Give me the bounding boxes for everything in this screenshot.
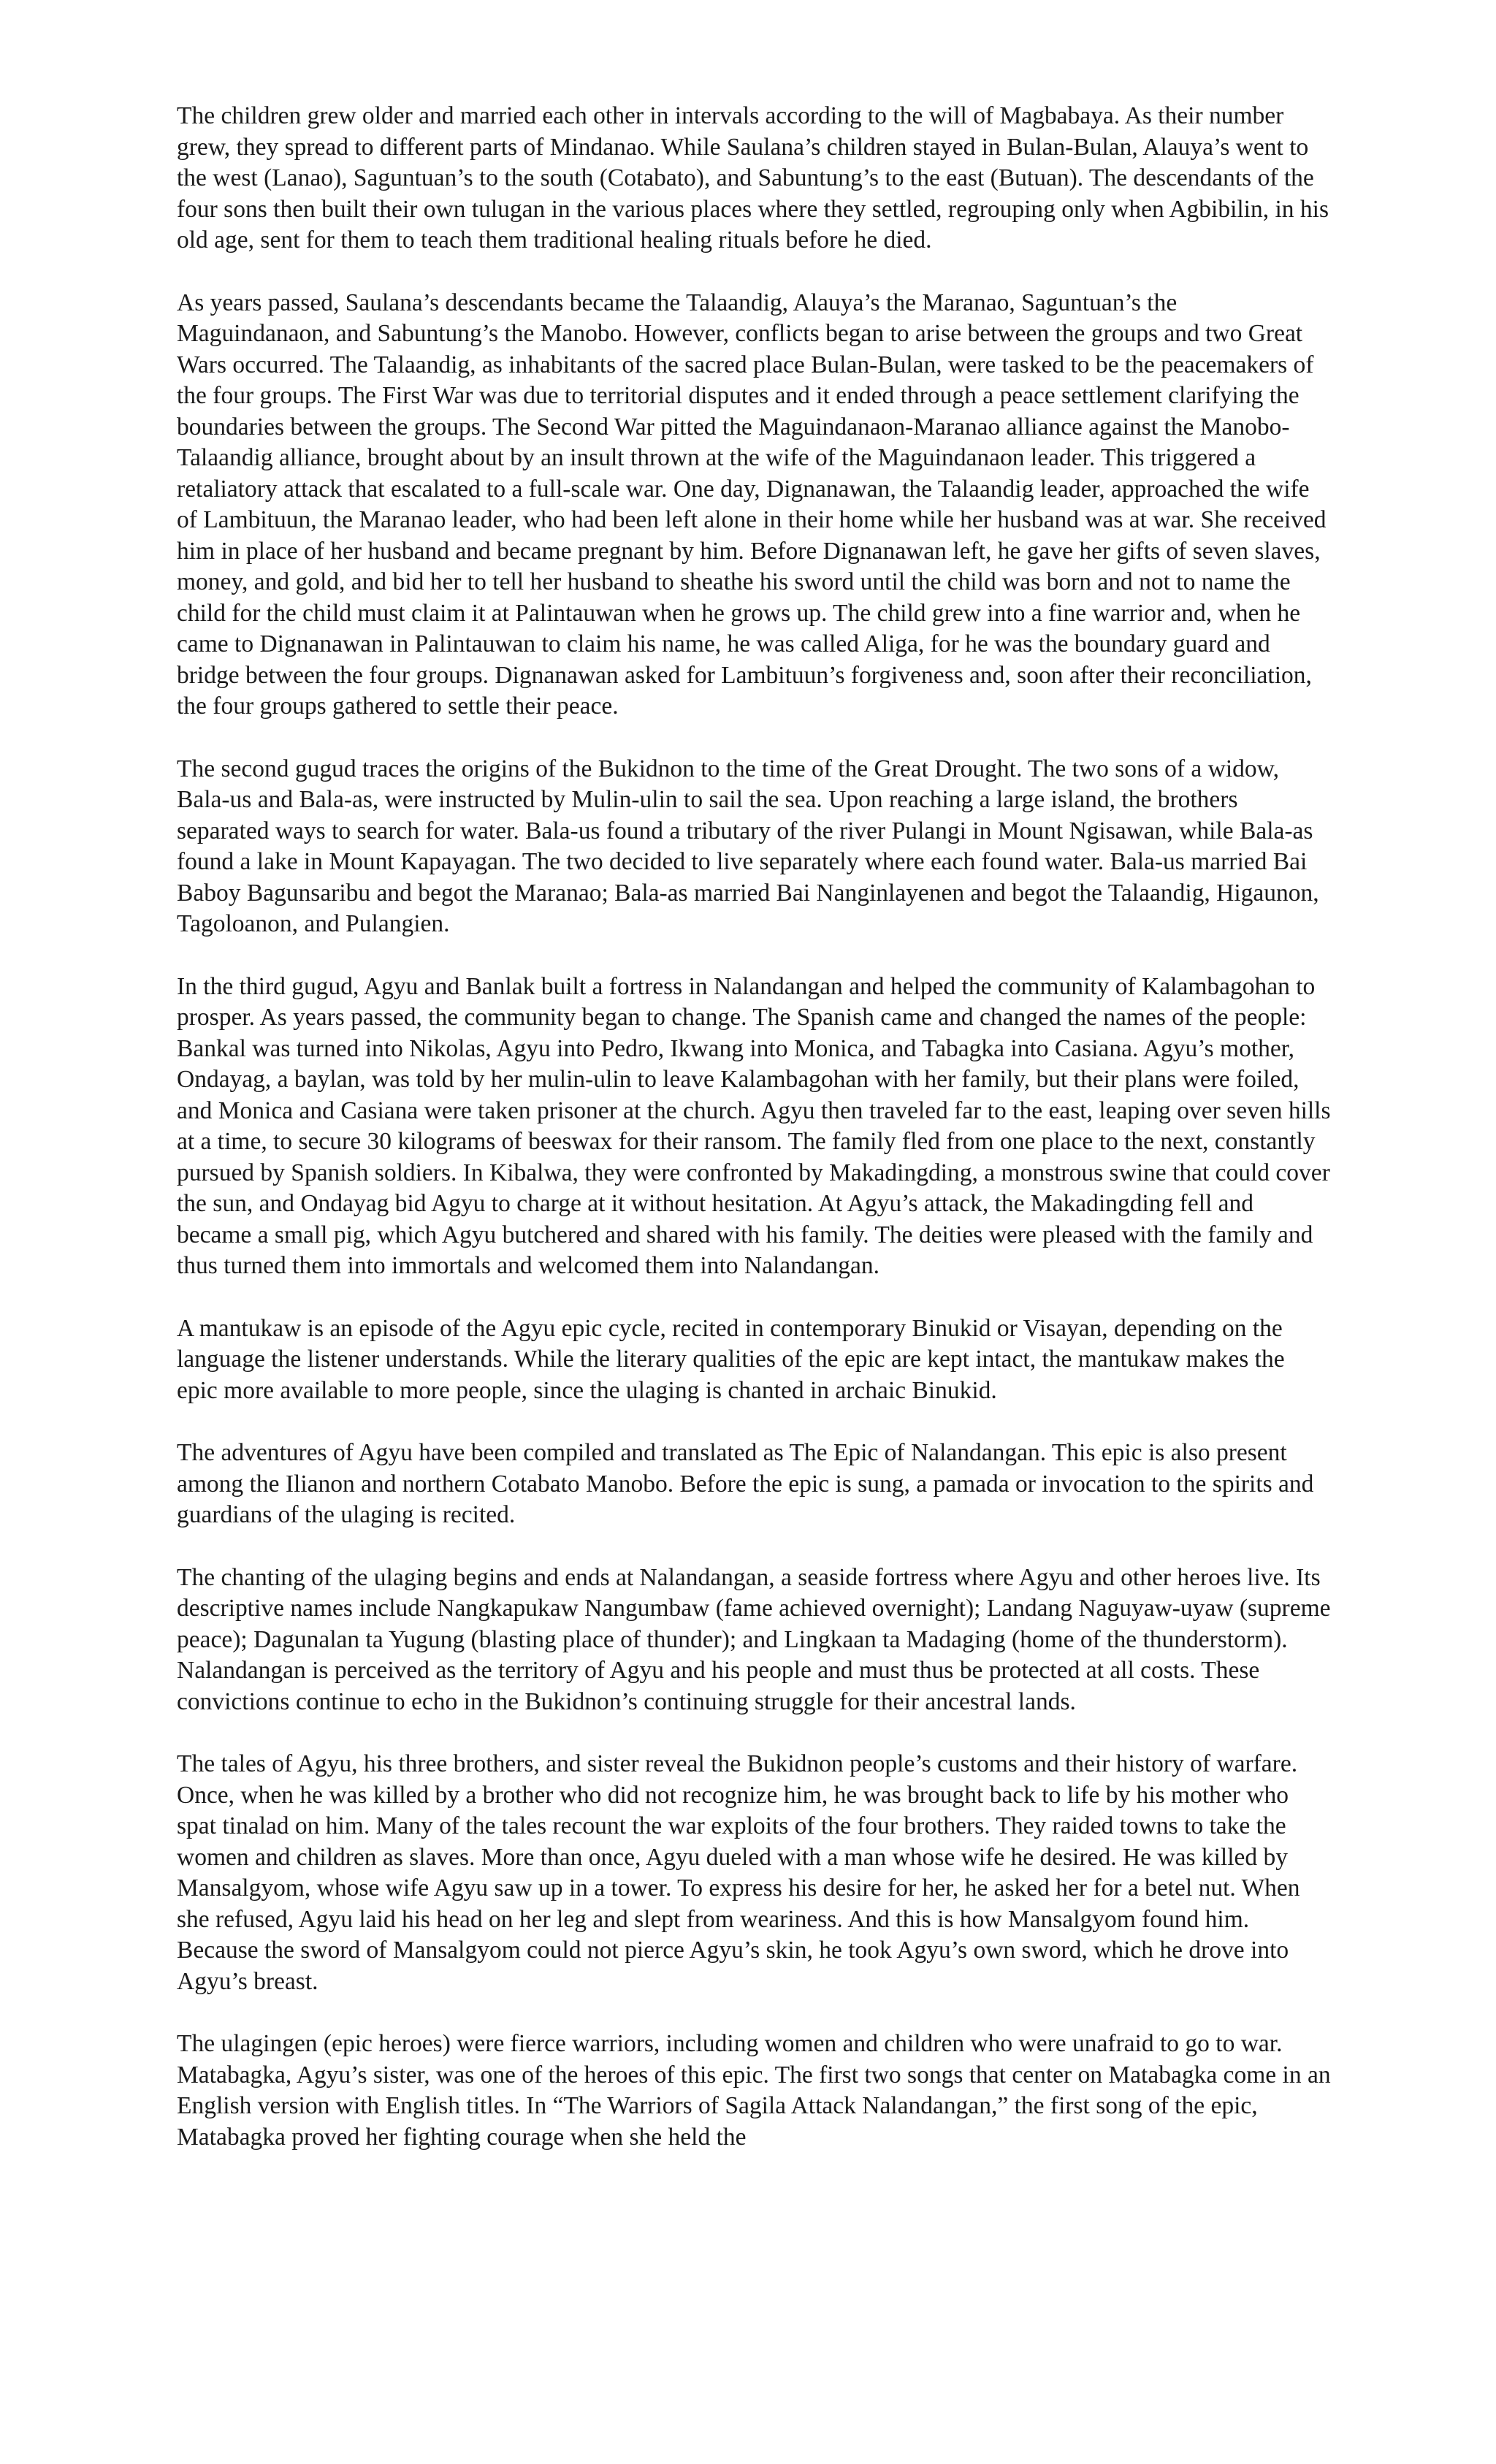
paragraph-nalandangan-fortress: The chanting of the ulaging begins and ends at Nalandangan, a seaside fortress where Agyu and other heroes live. Its descriptive names include Nangkapukaw Nangumbaw (fame achieved overnight); Landang Naguyaw-uyaw (supreme peace); Dagunalan ta Yugung (blasting place of thunder); and Lingkaan ta Madaging (home of the thunderstorm). Nalandangan is perceived as the territory of Agyu and his people and must thus be protected at all costs. These convictions continue to echo in the Bukidnon’s continuing struggle for their ancestral lands. — [177, 1563, 1331, 1715]
paragraph-great-wars: As years passed, Saulana’s descendants became the Talaandig, Alauya’s the Maranao, Saguntuan’s the Maguindanaon, and Sabuntung’s the Manobo. However, conflicts began to arise between the groups and two Great Wars occurred. The Talaandig, as inhabitants of the sacred place Bulan-Bulan, were tasked to be the peacemakers of the four groups. The First War was due to territorial disputes and it ended through a peace settlement clarifying the boundaries between the groups. The Second War pitted the Maguindanaon-Maranao alliance against the Manobo-Talaandig alliance, brought about by an insult thrown at the wife of the Maguindanaon leader. This triggered a retaliatory attack that escalated to a full-scale war. One day, Dignanawan, the Talaandig leader, approached the wife of Lambituun, the Maranao leader, who had been left alone in their home while her husband was at war. She received him in place of her husband and became pregnant by him. Before Dignanawan left, he gave her gifts of seven slaves, money, and gold, and bid her to tell her husband to sheathe his sword until the child was born and not to name the child for the child must claim it at Palintauwan when he grows up. The child grew into a fine warrior and, when he came to Dignanawan in Palintauwan to claim his name, he was called Aliga, for he was the boundary guard and bridge between the four groups. Dignanawan asked for Lambituun’s forgiveness and, soon after their reconciliation, the four groups gathered to settle their peace. — [177, 289, 1327, 720]
paragraph-mantukaw: A mantukaw is an episode of the Agyu epic cycle, recited in contemporary Binukid or Visayan, depending on the language the listener understands. While the literary qualities of the epic are kept intact, the mantukaw makes the epic more available to more people, since the ulaging is chanted in archaic Binukid. — [177, 1314, 1285, 1404]
paragraph-epic-of-nalandangan: The adventures of Agyu have been compiled and translated as The Epic of Nalandangan. This epic is also present among the Ilianon and northern Cotabato Manobo. Before the epic is sung, a pamada or invocation to the spirits and guardians of the ulaging is recited. — [177, 1439, 1314, 1528]
paragraph-descendants-spread: The children grew older and married each other in intervals according to the will of Magbabaya. As their number grew, they spread to different parts of Mindanao. While Saulana’s children stayed in Bulan-Bulan, Alauya’s went to the west (Lanao), Saguntuan’s to the south (Cotabato), and Sabuntung’s to the east (Butuan). The descendants of the four sons then built their own tulugan in the various places where they settled, regrouping only when Agbibilin, in his old age, sent for them to teach them traditional healing rituals before he died. — [177, 102, 1329, 253]
paragraph-second-gugud: The second gugud traces the origins of the Bukidnon to the time of the Great Drought. The two sons of a widow, Bala-us and Bala-as, were instructed by Mulin-ulin to sail the sea. Upon reaching a large island, the brothers separated ways to search for water. Bala-us found a tributary of the river Pulangi in Mount Ngisawan, while Bala-as found a lake in Mount Kapayagan. The two decided to live separately where each found water. Bala-us married Bai Baboy Bagunsaribu and begot the Maranao; Bala-as married Bai Nanginlayenen and begot the Talaandig, Higaunon, Tagoloanon, and Pulangien. — [177, 755, 1319, 937]
paragraph-tales-of-agyu: The tales of Agyu, his three brothers, and sister reveal the Bukidnon people’s customs and their history of warfare. Once, when he was killed by a brother who did not recognize him, he was brought back to life by his mother who spat tinalad on him. Many of the tales recount the war exploits of the four brothers. They raided towns to take the women and children as slaves. More than once, Agyu dueled with a man whose wife he desired. He was killed by Mansalgyom, whose wife Agyu saw up in a tower. To express his desire for her, he asked her for a betel nut. When she refused, Agyu laid his head on her leg and slept from weariness. And this is how Mansalgyom found him. Because the sword of Mansalgyom could not pierce Agyu’s skin, he took Agyu’s own sword, which he drove into Agyu’s breast. — [177, 1750, 1300, 1995]
document-page — [177, 101, 1331, 2153]
paragraph-ulagingen: The ulagingen (epic heroes) were fierce warriors, including women and children who were unafraid to go to war. Matabagka, Agyu’s sister, was one of the heroes of this epic. The first two songs that center on Matabagka come in an English version with English titles. In “The Warriors of Sagila Attack Nalandangan,” the first song of the epic, Matabagka proved her fighting courage when she held the — [177, 2030, 1331, 2151]
paragraph-third-gugud: In the third gugud, Agyu and Banlak built a fortress in Nalandangan and helped the community of Kalambagohan to prosper. As years passed, the community began to change. The Spanish came and changed the names of the people: Bankal was turned into Nikolas, Agyu into Pedro, Ikwang into Monica, and Tabagka into Casiana. Agyu’s mother, Ondayag, a baylan, was told by her mulin-ulin to leave Kalambagohan with her family, but their plans were foiled, and Monica and Casiana were taken prisoner at the church. Agyu then traveled far to the east, leaping over seven hills at a time, to secure 30 kilograms of beeswax for their ransom. The family fled from one place to the next, constantly pursued by Spanish soldiers. In Kibalwa, they were confronted by Makadingding, a monstrous swine that could cover the sun, and Ondayag bid Agyu to charge at it without hesitation. At Agyu’s attack, the Makadingding fell and became a small pig, which Agyu butchered and shared with his family. The deities were pleased with the family and thus turned them into immortals and welcomed them into Nalandangan. — [177, 972, 1331, 1279]
